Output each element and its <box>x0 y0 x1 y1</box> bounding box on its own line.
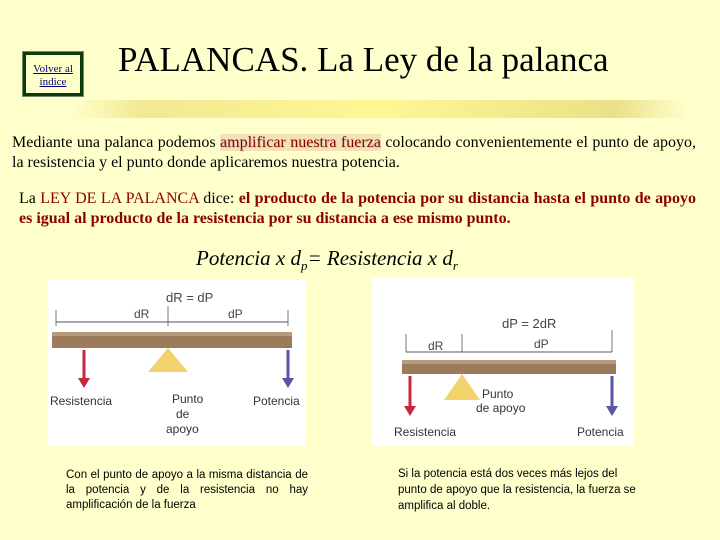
formula-sub-r: r <box>452 258 458 274</box>
fig2-fulcrum-triangle <box>444 374 480 400</box>
fig1-equation: dR = dP <box>166 290 214 305</box>
fig2-fulcrum-label-2: de apoyo <box>476 401 526 415</box>
fig1-fulcrum-label-3: apoyo <box>166 422 199 436</box>
law-middle: dice: <box>198 190 239 207</box>
lever-figure-double-distance <box>372 278 634 446</box>
formula-sub-p: p <box>300 258 308 274</box>
fig2-equation: dP = 2dR <box>502 316 557 331</box>
lever-diagram-2 <box>372 278 634 446</box>
caption-double-distance: Si la potencia está dos veces más lejos del punto de apoyo que la resistencia, la fuerza se amplifica al doble. <box>398 468 636 512</box>
back-to-index-link[interactable]: Volver al índice <box>33 63 73 88</box>
back-link-box <box>23 52 83 96</box>
fig2-label-dr: dR <box>428 339 444 353</box>
fig2-fulcrum-label-1: Punto <box>482 387 514 401</box>
fig1-resistance-arrow-head <box>78 378 90 388</box>
fig1-label-dr: dR <box>134 307 150 321</box>
formula-part2: = Resistencia x d <box>307 246 453 270</box>
lever-formula <box>196 246 458 274</box>
intro-text-end: colocando convenientemente el punto de apoyo, la resistencia y el punto donde aplicaremos nuestra potencia. <box>12 134 696 171</box>
fig1-fulcrum-triangle <box>148 348 188 372</box>
intro-text-start: Mediante una palanca podemos <box>12 134 221 151</box>
fig1-effort-arrow-head <box>282 378 294 388</box>
fig2-effort-label: Potencia <box>577 425 624 439</box>
formula-part1: Potencia x d <box>196 246 301 270</box>
fig1-lever-highlight <box>52 332 292 336</box>
fig1-fulcrum-label-2: de <box>176 407 190 421</box>
fig1-label-dp: dP <box>228 307 243 321</box>
caption-equal-distances: Con el punto de apoyo a la misma distancia de la potencia y de la resistencia no hay amplificación de la fuerza <box>66 469 308 511</box>
page-title: PALANCAS. La Ley de la palanca <box>118 40 609 79</box>
fig2-resistance-label: Resistencia <box>394 425 457 439</box>
fig1-effort-label: Potencia <box>253 394 300 408</box>
intro-paragraph <box>12 133 696 173</box>
law-prefix: La <box>19 190 41 207</box>
intro-highlight: amplificar nuestra fuerza <box>220 134 381 151</box>
fig2-label-dp: dP <box>534 337 549 351</box>
title-underline-decoration <box>70 100 688 118</box>
lever-diagram-1 <box>48 280 306 446</box>
fig2-effort-arrow-head <box>606 406 618 416</box>
law-paragraph <box>19 189 696 229</box>
fig2-lever-highlight <box>402 360 616 364</box>
law-statement: el producto de la potencia por su distancia hasta el punto de apoyo es igual al producto de la resistencia por su distancia a ese mismo punto. <box>19 190 697 227</box>
law-name: LEY DE LA PALANCA <box>40 190 199 207</box>
fig1-fulcrum-label-1: Punto <box>172 392 204 406</box>
fig2-resistance-arrow-head <box>404 406 416 416</box>
lever-figure-equal-distances <box>48 280 306 446</box>
fig1-resistance-label: Resistencia <box>50 394 113 408</box>
